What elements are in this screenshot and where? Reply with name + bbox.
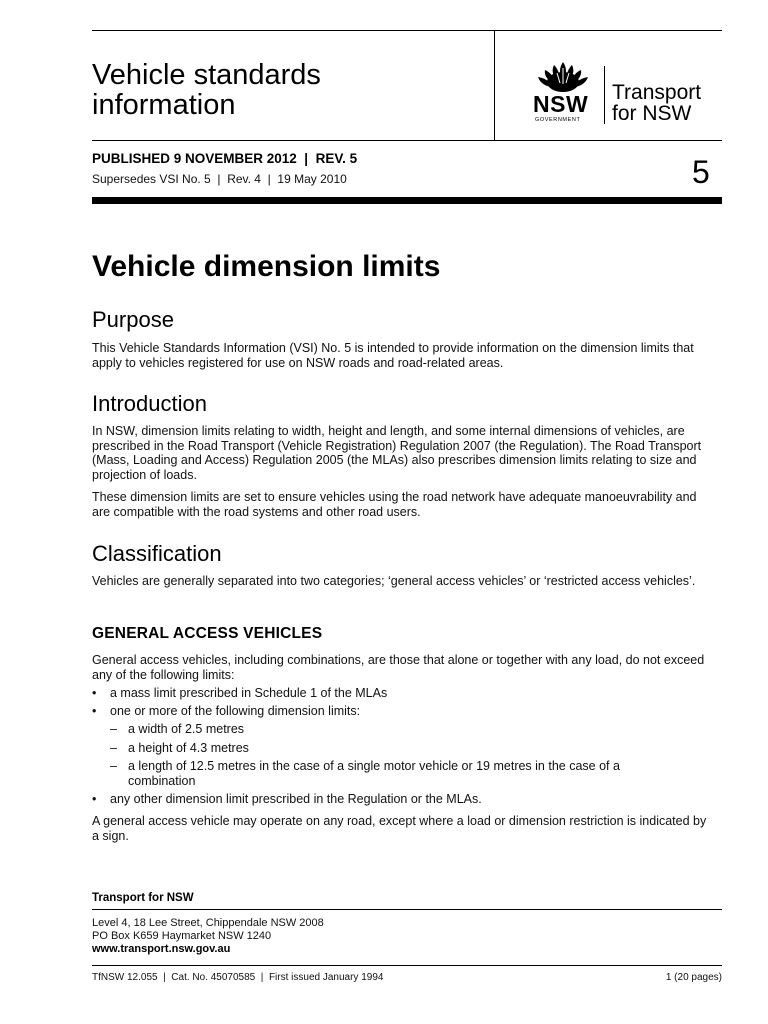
vsi-number: 5 [692, 154, 710, 190]
series-title-line-1: Vehicle standards [92, 59, 321, 91]
document-title: Vehicle dimension limits [92, 250, 441, 283]
bullet-mark: • [92, 704, 97, 718]
bullet-text: one or more of the following dimension limits: [110, 704, 361, 718]
sub-item-text: a length of 12.5 metres in the case of a single motor vehicle or 19 metres in the case of a combination [128, 759, 620, 788]
logo-org-line-2: for NSW [612, 102, 692, 125]
general-access-intro: General access vehicles, including combinations, are those that alone or together with any load, do not exceed any of the following limits: [92, 653, 705, 682]
published-date: PUBLISHED 9 NOVEMBER 2012 | REV. 5 [92, 151, 358, 166]
page-number: 1 (20 pages) [665, 972, 722, 983]
footer-catalogue-info: TfNSW 12.055 | Cat. No. 45070585 | First issued January 1994 [92, 972, 384, 983]
bullet-mark: • [92, 792, 97, 806]
dash-mark: – [110, 759, 117, 773]
logo-government-text: GOVERNMENT [535, 117, 581, 123]
supersedes-note: Supersedes VSI No. 5 | Rev. 4 | 19 May 2010 [92, 172, 347, 186]
header-top-rule [92, 30, 722, 31]
header-bottom-rule [92, 140, 722, 141]
introduction-paragraph-2: These dimension limits are set to ensure vehicles using the road network have adequate manoeuvrability and are compatible with the road systems and other road users. [92, 490, 697, 519]
bullet-text: any other dimension limit prescribed in the Regulation or the MLAs. [110, 792, 482, 806]
classification-body: Vehicles are generally separated into two categories; ‘general access vehicles’ or ‘restricted access vehicles’. [92, 574, 696, 588]
footer-website-link[interactable]: www.transport.nsw.gov.au [92, 943, 231, 955]
footer-address-line-1: Level 4, 18 Lee Street, Chippendale NSW 2008 [92, 917, 324, 929]
header-thick-rule [92, 197, 722, 204]
introduction-heading: Introduction [92, 391, 207, 416]
publication-series-title [92, 60, 482, 120]
footer-bottom-rule [92, 965, 722, 966]
footer-address-line-2: PO Box K659 Haymarket NSW 1240 [92, 930, 272, 942]
dash-mark: – [110, 722, 117, 736]
logo-transport-for-nsw [612, 82, 701, 124]
general-access-closing: A general access vehicle may operate on any road, except where a load or dimension restriction is indicated by a sign. [92, 814, 707, 843]
bullet-text: a mass limit prescribed in Schedule 1 of the MLAs [110, 686, 388, 700]
footer-organisation: Transport for NSW [92, 892, 194, 904]
introduction-paragraph-1: In NSW, dimension limits relating to width, height and length, and some internal dimensions of vehicles, are prescribed in the Road Transport (Vehicle Registration) Regulation 2007 (the Regulation). The Road Transport (Mass, Loading and Access) Regulation 2005 (the MLAs) also prescribes dimension limits relating to size and projection of loads. [92, 424, 702, 482]
sub-item-text: a height of 4.3 metres [128, 741, 249, 755]
purpose-body: This Vehicle Standards Information (VSI) No. 5 is intended to provide information on the dimension limits that apply to vehicles registered for use on NSW roads and road-related areas. [92, 341, 694, 370]
nsw-government-logo [530, 60, 722, 126]
classification-heading: Classification [92, 541, 222, 566]
header-vertical-rule [494, 30, 495, 141]
logo-nsw-wordmark: NSW [533, 91, 589, 117]
purpose-heading: Purpose [92, 307, 174, 332]
waratah-icon [530, 60, 596, 94]
sub-item-text: a width of 2.5 metres [128, 722, 245, 736]
series-title-line-2: information [92, 89, 236, 121]
dash-mark: – [110, 741, 117, 755]
bullet-mark: • [92, 686, 97, 700]
footer-rule [92, 909, 722, 910]
general-access-heading: GENERAL ACCESS VEHICLES [92, 625, 323, 642]
logo-divider [604, 66, 605, 124]
logo-org-line-1: Transport [612, 81, 702, 104]
